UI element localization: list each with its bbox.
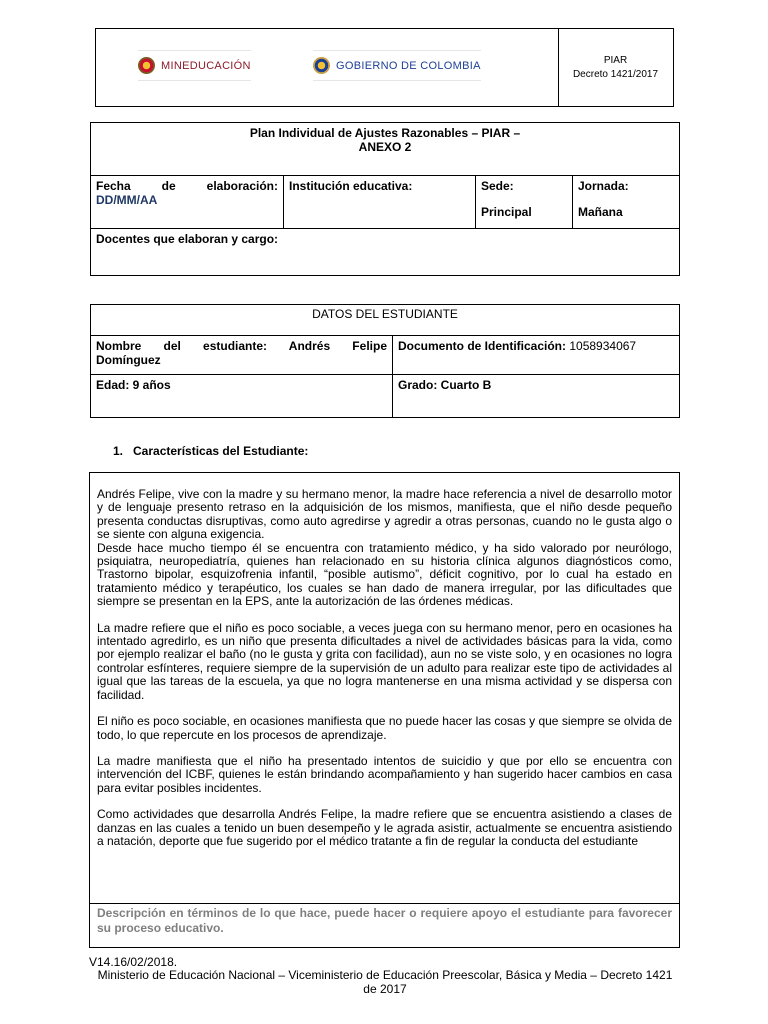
sede-label: Sede: [481,179,514,193]
paragraph: El niño es poco sociable, en ocasiones manifiesta que no puede hacer las cosas y que siempre se olvida de todo, lo que repercute en los procesos de aprendizaje. [97,714,672,742]
characteristics-heading: 1. Características del Estudiante: [113,444,309,458]
docentes-cell [91,229,680,276]
document-code-cell [558,29,673,106]
fecha-label: Fecha de elaboración: [96,179,278,193]
paragraph: La madre manifiesta que el niño ha presentado intentos de suicidio y que por ello se encuentra con intervención del ICBF, quienes le están brindando acompañamiento y han sugerido hacer cambios en casa para evitar posibles incidentes. [97,753,672,795]
student-name-cont: Domínguez [96,353,161,367]
doc-code: PIAR [603,54,628,66]
student-section-title-cell [91,305,680,336]
student-name-cell [91,336,393,375]
sede-cell [476,176,573,229]
jornada-cell [573,176,680,229]
fecha-value: DD/MM/AA [96,193,158,207]
paragraph: La madre refiere que el niño es poco sociable, a veces juega con su hermano menor, pero en ocasiones ha intentado agredirlo, es un niño que presenta dificultades a nivel de actividades básicas para la vida, como por ejemplo realizar el baño (no le gusta y grita con facilidad), aun no se viste solo, y en ocasiones no logra controlar esfínteres, requiere siempre de la supervisión de un adulto para realizar este tipo de actividades al igual que las tareas de la escuela, ya que no logra mantenerse en una misma actividad y se dispersa con facilidad. [97,620,672,702]
student-grade: Grado: Cuarto B [398,378,492,392]
plan-table [90,122,680,276]
fecha-cell [91,176,284,229]
student-section-title: DATOS DEL ESTUDIANTE [312,307,458,321]
plan-annex: ANEXO 2 [358,140,412,154]
divider [90,903,679,904]
student-age: Edad: 9 años [96,378,171,392]
logos-area [96,29,559,106]
paragraph: Andrés Felipe, vive con la madre y su hermano menor, la madre hace referencia a nivel de desarrollo motor y de lenguaje presento retraso en la adquisición de los mismos, manifiesta, que el niño desde pequeño presenta conductas disruptivas, como auto agredirse y agredir a otras personas, cuando no le gusta algo o se siente con alguna exigencia. [97,487,672,542]
coat-of-arms-icon [313,57,330,74]
paragraph: Como actividades que desarrolla Andrés Felipe, la madre refiere que se encuentra asistiendo a clases de danzas en las cuales a tenido un buen desempeño y le agrada asistir, actualmente se encuentra asistiendo a natación, deporte que fue sugerido por el médico tratante a fin de regular la conducta del estudiante [97,807,672,848]
gobierno-logo: GOBIERNO DE COLOMBIA [313,57,481,74]
student-table [90,304,680,418]
institucion-label: Institución educativa: [289,179,413,193]
characteristics-text [97,488,672,848]
plan-title-cell [91,123,680,176]
student-name-label: Nombre del estudiante: Andrés Felipe [96,339,387,353]
institucion-cell [284,176,476,229]
document-value: 1058934067 [569,339,637,353]
version-label: V14.16/02/2018. [89,955,178,969]
coat-of-arms-icon [138,57,155,74]
decree: Decreto 1421/2017 [572,68,659,80]
jornada-value: Mañana [578,205,623,219]
mineducacion-logo: MINEDUCACIÓN [138,57,251,74]
characteristics-box [89,472,680,948]
plan-title: Plan Individual de Ajustes Razonables – PIAR – [249,126,521,140]
jornada-label: Jornada: [578,179,629,193]
student-grade-cell [393,375,680,418]
docentes-label: Docentes que elaboran y cargo: [96,232,279,246]
student-document-cell [393,336,680,375]
logo-rule-bottom [313,80,481,81]
document-header [95,28,674,107]
logo-rule-top [138,50,251,51]
logo-rule-top [313,50,481,51]
description-prompt: Descripción en términos de lo que hace, puede hacer o requiere apoyo el estudiante para favorecer su proceso educativo. [97,906,672,935]
logo-rule-bottom [138,80,251,81]
ministry-footer: Ministerio de Educación Nacional – Viceministerio de Educación Preescolar, Básica y Media – Decreto 1421 de 2017 [97,968,673,996]
student-age-cell [91,375,393,418]
sede-value: Principal [481,205,532,219]
paragraph: Desde hace mucho tiempo él se encuentra con tratamiento médico, y ha sido valorado por neurólogo, psiquiatra, neuropediatría, quienes han relacionado en su historia clínica algunos diagnósticos como, Trastorno bipolar, esquizofrenia infantil, “posible autismo”, déficit cognitivo, por lo cual ha estado en tratamiento médico y terapéutico, los cuales se han dado de manera irregular, por las dificultades que siempre se presentan en la EPS, ante la autorización de las órdenes médicas. [97,540,672,609]
document-label: Documento de Identificación: [398,339,567,353]
